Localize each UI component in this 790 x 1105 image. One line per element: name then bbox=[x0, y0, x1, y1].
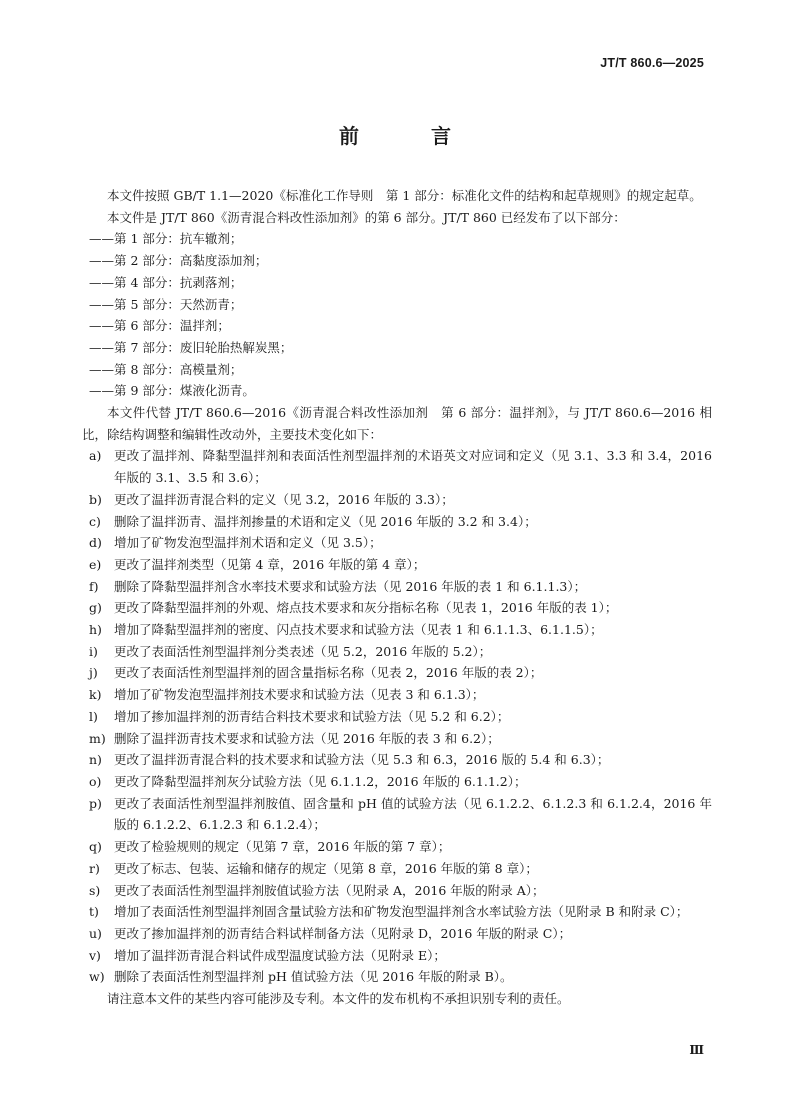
parts-list-item: ——第 4 部分：抗剥落剂； bbox=[89, 274, 243, 290]
patent-note: 请注意本文件的某些内容可能涉及专利。本文件的发布机构不承担识别专利的责任。 bbox=[107, 991, 570, 1007]
change-list-item bbox=[82, 576, 712, 598]
parts-list-item: ——第 7 部分：废旧轮胎热解炭黑； bbox=[89, 339, 293, 355]
change-item-text: 更改了表面活性剂型温拌剂胺值试验方法（见附录 A，2016 年版的附录 A）； bbox=[114, 882, 545, 898]
change-list-item bbox=[82, 923, 712, 945]
technical-changes-list bbox=[82, 445, 712, 988]
change-list-item bbox=[82, 706, 712, 728]
change-item-marker: k) bbox=[89, 687, 102, 703]
change-item-text: 增加了矿物发泡型温拌剂术语和定义（见 3.5）； bbox=[114, 535, 382, 551]
change-item-text: 增加了降黏型温拌剂的密度、闪点技术要求和试验方法（见表 1 和 6.1.1.3、6.1.1.5）； bbox=[114, 622, 603, 638]
change-item-text: 删除了温拌沥青、温拌剂掺量的术语和定义（见 2016 年版的 3.2 和 3.4）； bbox=[114, 513, 537, 529]
change-item-text: 更改了降黏型温拌剂的外观、熔点技术要求和灰分指标名称（见表 1，2016 年版的表 1）； bbox=[114, 600, 618, 616]
change-item-marker: o) bbox=[89, 773, 102, 789]
change-item-text: 增加了矿物发泡型温拌剂技术要求和试验方法（见表 3 和 6.1.3）； bbox=[114, 687, 485, 703]
change-item-text: 更改了标志、包装、运输和储存的规定（见第 8 章，2016 年版的第 8 章）； bbox=[114, 860, 538, 876]
change-list-item bbox=[82, 858, 712, 880]
change-item-marker: n) bbox=[89, 752, 102, 768]
change-list-item bbox=[82, 554, 712, 576]
change-list-item bbox=[82, 641, 712, 663]
change-item-marker: l) bbox=[89, 708, 98, 724]
change-item-marker: i) bbox=[89, 643, 98, 659]
intro-paragraph-series: 本文件是 JT/T 860《沥青混合料改性添加剂》的第 6 部分。JT/T 860 已经发布了以下部分： bbox=[107, 209, 626, 225]
change-list-item bbox=[82, 880, 712, 902]
parts-list-item: ——第 9 部分：煤液化沥青。 bbox=[89, 383, 255, 399]
replacement-paragraph: 本文件代替 JT/T 860.6—2016《沥青混合料改性添加剂 第 6 部分：温拌剂》，与 JT/T 860.6—2016 相比，除结构调整和编辑性改动外，主要技术变化如下： bbox=[82, 405, 712, 442]
page-title: 前 言 bbox=[339, 124, 477, 148]
parts-list-item: ——第 5 部分：天然沥青； bbox=[89, 296, 243, 312]
change-list-item bbox=[82, 532, 712, 554]
change-item-text: 更改了检验规则的规定（见第 7 章，2016 年版的第 7 章）； bbox=[114, 839, 451, 855]
change-item-text: 增加了掺加温拌剂的沥青结合料技术要求和试验方法（见 5.2 和 6.2）； bbox=[114, 708, 510, 724]
change-list-item bbox=[82, 445, 712, 488]
change-item-text: 删除了表面活性剂型温拌剂 pH 值试验方法（见 2016 年版的附录 B）。 bbox=[114, 969, 513, 985]
change-item-text: 更改了温拌剂类型（见第 4 章，2016 年版的第 4 章）； bbox=[114, 556, 426, 572]
change-item-text: 更改了表面活性剂型温拌剂分类表述（见 5.2，2016 年版的 5.2）； bbox=[114, 643, 492, 659]
change-list-item bbox=[82, 945, 712, 967]
change-list-item bbox=[82, 749, 712, 771]
change-item-marker: v) bbox=[89, 947, 101, 963]
parts-list-item: ——第 8 部分：高模量剂； bbox=[89, 361, 243, 377]
change-item-marker: j) bbox=[89, 665, 98, 681]
change-item-marker: p) bbox=[89, 795, 102, 811]
change-item-marker: a) bbox=[89, 448, 102, 464]
change-list-item bbox=[82, 728, 712, 750]
change-item-marker: c) bbox=[89, 513, 101, 529]
change-item-text: 更改了掺加温拌剂的沥青结合料试样制备方法（见附录 D，2016 年版的附录 C）； bbox=[114, 925, 572, 941]
change-item-text: 更改了温拌沥青混合料的技术要求和试验方法（见 5.3 和 6.3，2016 版的 5.4 和 6.3）； bbox=[114, 752, 610, 768]
change-item-marker: m) bbox=[89, 730, 106, 746]
change-item-text: 删除了降黏型温拌剂含水率技术要求和试验方法（见 2016 年版的表 1 和 6.1.1.3）； bbox=[114, 578, 587, 594]
change-list-item bbox=[82, 619, 712, 641]
change-item-marker: h) bbox=[89, 622, 102, 638]
change-item-text: 增加了表面活性剂型温拌剂固含量试验方法和矿物发泡型温拌剂含水率试验方法（见附录 B 和附录 C）； bbox=[114, 904, 689, 920]
change-item-marker: r) bbox=[89, 860, 100, 876]
change-item-text: 更改了温拌剂、降黏型温拌剂和表面活性剂型温拌剂的术语英文对应词和定义（见 3.1、3.3 和 3.4，2016 年版的 3.1、3.5 和 3.6）； bbox=[114, 448, 712, 486]
change-item-marker: b) bbox=[89, 491, 102, 507]
change-list-item bbox=[82, 793, 712, 836]
change-item-marker: g) bbox=[89, 600, 102, 616]
page-number: Ⅲ bbox=[689, 1043, 704, 1057]
change-item-marker: d) bbox=[89, 535, 102, 551]
change-item-text: 更改了降黏型温拌剂灰分试验方法（见 6.1.1.2，2016 年版的 6.1.1.2）； bbox=[114, 773, 527, 789]
document-body bbox=[82, 185, 712, 1010]
parts-list-item: ——第 1 部分：抗车辙剂； bbox=[89, 231, 243, 247]
parts-list-item: ——第 6 部分：温拌剂； bbox=[89, 318, 230, 334]
change-item-marker: e) bbox=[89, 556, 102, 572]
change-item-text: 更改了表面活性剂型温拌剂胺值、固含量和 pH 值的试验方法（见 6.1.2.2、6.1.2.3 和 6.1.2.4，2016 年版的 6.1.2.2、6.1.2.3 和 6.1.2.4）； bbox=[114, 795, 712, 833]
change-list-item bbox=[82, 662, 712, 684]
change-item-marker: s) bbox=[89, 882, 101, 898]
change-item-text: 更改了温拌沥青混合料的定义（见 3.2，2016 年版的 3.3）； bbox=[114, 491, 454, 507]
change-list-item bbox=[82, 511, 712, 533]
change-item-marker: f) bbox=[89, 578, 99, 594]
change-item-marker: w) bbox=[89, 969, 105, 985]
change-item-marker: u) bbox=[89, 925, 102, 941]
change-list-item bbox=[82, 771, 712, 793]
change-item-marker: q) bbox=[89, 839, 102, 855]
change-item-marker: t) bbox=[89, 904, 99, 920]
parts-list bbox=[82, 228, 712, 402]
change-list-item bbox=[82, 901, 712, 923]
change-item-text: 删除了温拌沥青技术要求和试验方法（见 2016 年版的表 3 和 6.2）； bbox=[114, 730, 500, 746]
change-item-text: 增加了温拌沥青混合料试件成型温度试验方法（见附录 E）； bbox=[114, 947, 446, 963]
change-list-item bbox=[82, 966, 712, 988]
intro-paragraph-drafting: 本文件按照 GB/T 1.1—2020《标准化工作导则 第 1 部分：标准化文件的结构和起草规则》的规定起草。 bbox=[107, 188, 702, 203]
change-list-item bbox=[82, 836, 712, 858]
document-code: JT/T 860.6—2025 bbox=[600, 56, 704, 70]
change-list-item bbox=[82, 684, 712, 706]
change-item-text: 更改了表面活性剂型温拌剂的固含量指标名称（见表 2，2016 年版的表 2）； bbox=[114, 665, 543, 681]
parts-list-item: ——第 2 部分：高黏度添加剂； bbox=[89, 253, 268, 269]
change-list-item bbox=[82, 597, 712, 619]
change-list-item bbox=[82, 489, 712, 511]
